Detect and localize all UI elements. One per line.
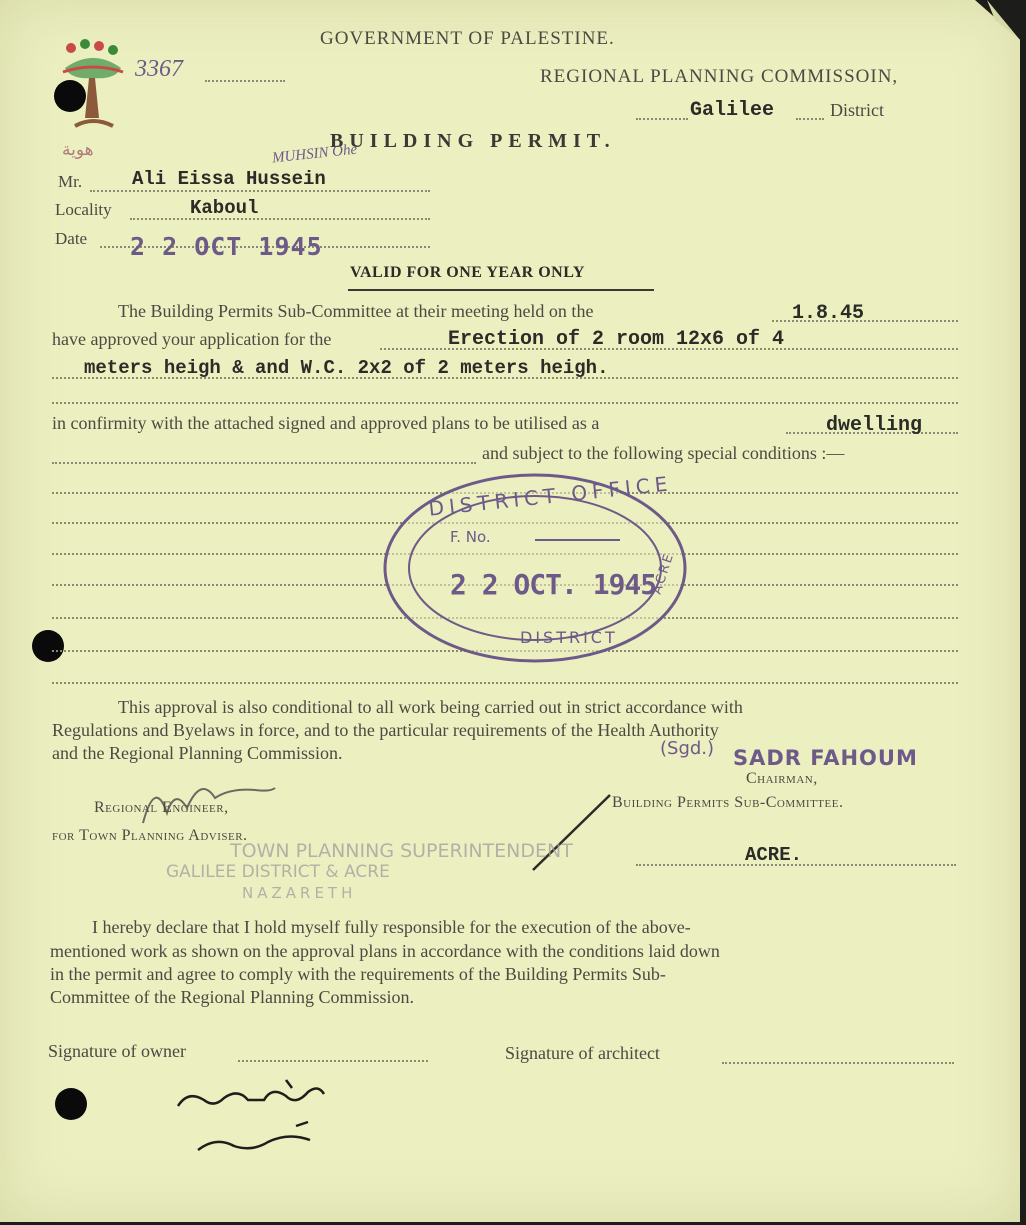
signed-mark: (Sgd.) — [660, 738, 715, 759]
adviser-title: for Town Planning Adviser. — [52, 827, 248, 844]
superintendent-stamp-line-1: TOWN PLANNING SUPERINTENDENT — [230, 840, 573, 862]
chairman-title: Chairman, — [746, 770, 818, 787]
owner-handwritten-signature — [168, 1076, 338, 1166]
purpose-line-2: meters heigh & and W.C. 2x2 of 2 meters heigh. — [84, 357, 609, 379]
stamp-file-number: F. No. — [450, 528, 491, 546]
applicant-name: Ali Eissa Hussein — [132, 168, 326, 190]
architect-signature-label: Signature of architect — [505, 1043, 660, 1063]
engineer-title: Regional Engineer, — [94, 799, 229, 816]
district-value: Galilee — [690, 99, 775, 122]
validity-notice: VALID FOR ONE YEAR ONLY — [350, 264, 585, 281]
declaration-line-1: I hereby declare that I hold myself fully responsible for the execution of the above- — [92, 917, 691, 937]
declaration-line-4: Committee of the Regional Planning Commission. — [50, 987, 414, 1007]
approval-line-2: Regulations and Byelaws in force, and to the particular requirements of the Health Authority — [52, 720, 719, 740]
folded-corner — [975, 0, 1026, 45]
declaration-line-3: in the permit and agree to comply with the requirements of the Building Permits Sub- — [50, 964, 666, 984]
stamp-top-text: DISTRICT OFFICE — [427, 471, 674, 521]
logo-text: هوية — [62, 140, 94, 160]
approval-line-1: This approval is also conditional to all work being carried out in strict accordance with — [118, 697, 743, 717]
committee-name: Building Permits Sub-Committee. — [612, 794, 844, 811]
building-use: dwelling — [826, 414, 923, 437]
reference-number: 3367 — [135, 56, 183, 82]
locality-value: Kaboul — [190, 197, 259, 219]
tree-logo-icon — [55, 38, 133, 138]
stamp-bottom-text: DISTRICT — [520, 628, 618, 647]
committee-city: ACRE. — [745, 844, 803, 866]
condition-line — [52, 682, 958, 684]
mr-label: Mr. — [58, 172, 83, 191]
punch-hole-bottom — [55, 1088, 87, 1120]
meeting-date: 1.8.45 — [792, 302, 865, 325]
stamp-side-text: ACRE — [649, 550, 678, 597]
stamp-date: 2 2 OCT. 1945 — [450, 568, 657, 601]
punch-hole-middle — [32, 630, 64, 662]
locality-label: Locality — [55, 200, 112, 219]
owner-signature-label: Signature of owner — [48, 1041, 186, 1061]
superintendent-stamp-line-3: NAZARETH — [242, 884, 357, 902]
handwritten-name: MUHSIN Ohe — [271, 141, 358, 167]
date-stamp: 2 2 OCT 1945 — [130, 232, 323, 261]
body-line-1: The Building Permits Sub-Committee at their meeting held on the — [118, 301, 594, 321]
government-heading: GOVERNMENT OF PALESTINE. — [320, 28, 615, 49]
chairman-signature-stroke — [525, 790, 615, 876]
approval-line-3: and the Regional Planning Commission. — [52, 743, 343, 763]
district-office-stamp — [380, 470, 690, 666]
validity-underline — [348, 289, 654, 291]
commission-heading: REGIONAL PLANNING COMMISSOIN, — [540, 66, 899, 87]
body-line-4: in confirmity with the attached signed and approved plans to be utilised as a — [52, 413, 600, 433]
body-line-2: have approved your application for the — [52, 329, 332, 349]
purpose-line-1: Erection of 2 room 12x6 of 4 — [448, 328, 785, 351]
document-title: BUILDING PERMIT. — [330, 130, 616, 152]
body-line-5: and subject to the following special conditions :— — [482, 443, 845, 463]
district-label: District — [830, 100, 884, 120]
superintendent-stamp-line-2: GALILEE DISTRICT & ACRE — [166, 862, 390, 882]
chairman-name: SADR FAHOUM — [733, 746, 918, 770]
date-label: Date — [55, 229, 88, 248]
declaration-line-2: mentioned work as shown on the approval plans in accordance with the conditions laid down — [50, 941, 720, 961]
